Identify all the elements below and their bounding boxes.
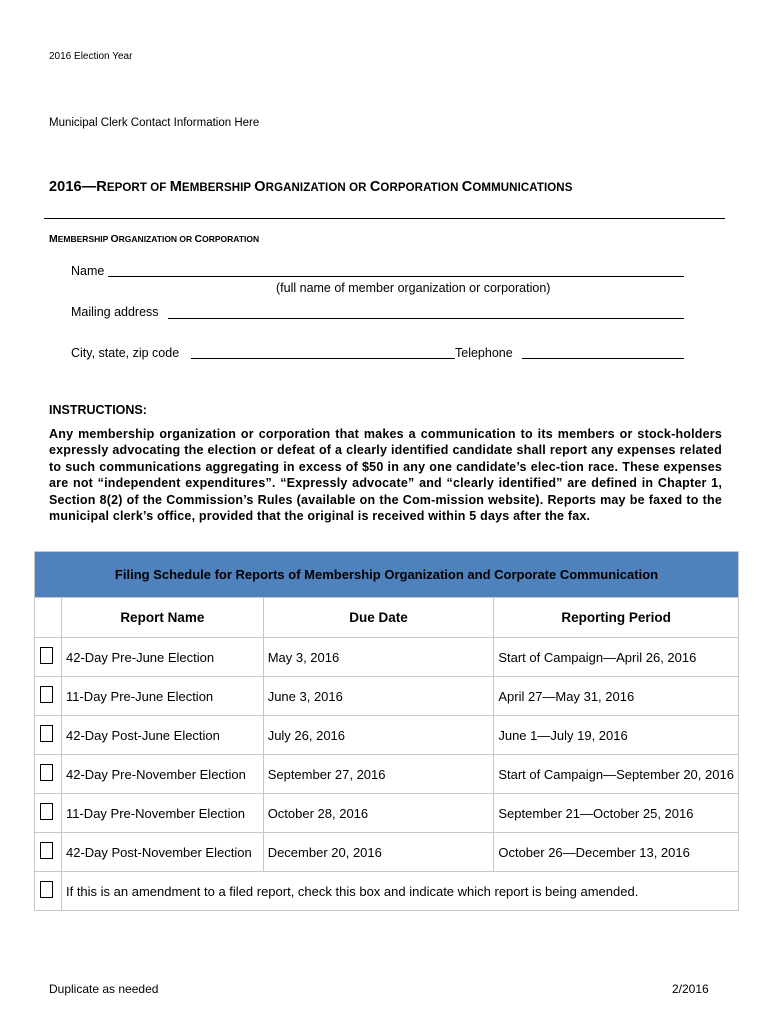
report-name-cell: 42-Day Post-June Election (61, 716, 263, 755)
page-title: 2016—REPORT OF MEMBERSHIP ORGANIZATION OR CORPORATION COMMUNICATIONS (49, 179, 573, 195)
report-checkbox[interactable] (40, 803, 53, 820)
due-date-cell: May 3, 2016 (263, 638, 494, 677)
due-date-cell: October 28, 2016 (263, 794, 494, 833)
election-year: 2016 Election Year (49, 51, 133, 62)
reporting-period-cell: June 1—July 19, 2016 (494, 716, 739, 755)
report-checkbox[interactable] (40, 764, 53, 781)
col-report-name: Report Name (61, 598, 263, 638)
report-name-cell: 42-Day Pre-June Election (61, 638, 263, 677)
report-name-cell: 11-Day Pre-June Election (61, 677, 263, 716)
name-label: Name (71, 264, 105, 278)
report-checkbox[interactable] (40, 686, 53, 703)
amendment-checkbox[interactable] (40, 881, 53, 898)
due-date-cell: June 3, 2016 (263, 677, 494, 716)
col-reporting-period: Reporting Period (494, 598, 739, 638)
report-checkbox[interactable] (40, 647, 53, 664)
footer-duplicate-note: Duplicate as needed (49, 982, 159, 996)
table-row (35, 833, 739, 872)
report-name-cell: 42-Day Pre-November Election (61, 755, 263, 794)
reporting-period-cell: October 26—December 13, 2016 (494, 833, 739, 872)
reporting-period-cell: Start of Campaign—September 20, 2016 (494, 755, 739, 794)
mailing-address-field[interactable] (168, 318, 684, 319)
report-checkbox[interactable] (40, 842, 53, 859)
instructions-heading: INSTRUCTIONS: (49, 403, 147, 417)
telephone-label: Telephone (455, 346, 513, 360)
col-due-date: Due Date (263, 598, 494, 638)
instructions-body: Any membership organization or corporation that makes a communication to its members or stock-holders expressly advocating the election or defeat of a clearly identified candidate shall report any expenses related to such communications aggregating in excess of $50 in any one candidate’s elec-tion race. These expenses are not “independent expenditures”. “Expressly advocate” and “clearly identified” are defined in Chapter 1, Section 8(2) of the Commission’s Rules (available on the Com-mission website). Reports may be faxed to the municipal clerk’s office, provided that the original is received within 5 days after the fax. (49, 427, 722, 524)
reporting-period-cell: Start of Campaign—April 26, 2016 (494, 638, 739, 677)
reporting-period-cell: September 21—October 25, 2016 (494, 794, 739, 833)
amendment-text: If this is an amendment to a filed report, check this box and indicate which report is being amended. (61, 872, 738, 911)
name-field[interactable] (108, 276, 684, 277)
table-row (35, 755, 739, 794)
filing-schedule-table (34, 551, 739, 911)
footer-revision-date: 2/2016 (672, 982, 709, 996)
due-date-cell: July 26, 2016 (263, 716, 494, 755)
reporting-period-cell: April 27—May 31, 2016 (494, 677, 739, 716)
report-checkbox[interactable] (40, 725, 53, 742)
table-row (35, 638, 739, 677)
due-date-cell: September 27, 2016 (263, 755, 494, 794)
clerk-contact: Municipal Clerk Contact Information Here (49, 117, 260, 129)
due-date-cell: December 20, 2016 (263, 833, 494, 872)
schedule-banner: Filing Schedule for Reports of Membership Organization and Corporate Communication (35, 552, 739, 598)
checkbox-col-header (35, 598, 62, 638)
report-name-cell: 11-Day Pre-November Election (61, 794, 263, 833)
amendment-row (35, 872, 739, 911)
telephone-field[interactable] (522, 358, 684, 359)
report-name-cell: 42-Day Post-November Election (61, 833, 263, 872)
mailing-label: Mailing address (71, 305, 159, 319)
city-label: City, state, zip code (71, 346, 180, 360)
title-rule (44, 218, 725, 219)
table-row (35, 716, 739, 755)
table-row (35, 794, 739, 833)
name-hint: (full name of member organization or corporation) (276, 281, 551, 295)
table-row (35, 677, 739, 716)
city-state-zip-field[interactable] (191, 358, 455, 359)
section-heading: MEMBERSHIP ORGANIZATION OR CORPORATION (49, 233, 260, 245)
